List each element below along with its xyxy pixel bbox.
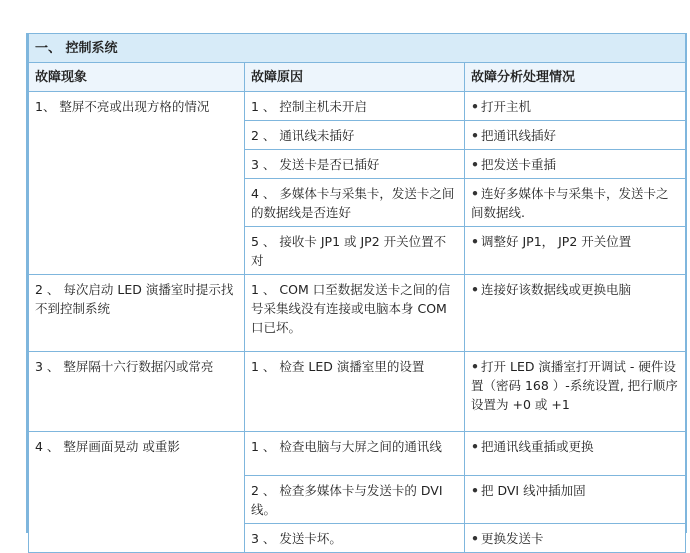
cause-cell: 3 、 发送卡坏。 <box>245 524 465 553</box>
bullet-icon <box>471 99 481 114</box>
handling-text: 把 DVI 线冲插加固 <box>481 483 586 498</box>
handling-text: 连好多媒体卡与采集卡，发送卡之间数据线. <box>471 186 669 220</box>
handling-cell <box>465 92 686 121</box>
cause-cell: 3 、 发送卡是否已插好 <box>245 150 465 179</box>
cause-cell: 2 、 通讯线未插好 <box>245 121 465 150</box>
cause-cell: 4 、 多媒体卡与采集卡，发送卡之间的数据线是否连好 <box>245 179 465 227</box>
handling-cell <box>465 524 686 553</box>
phenomenon-cell: 1、 整屏不亮或出现方格的情况 <box>29 92 245 275</box>
cause-cell: 1 、 控制主机未开启 <box>245 92 465 121</box>
phenomenon-cell: 2 、 每次启动 LED 演播室时提示找不到控制系统 <box>29 275 245 352</box>
handling-cell <box>465 275 686 352</box>
header-row <box>29 63 686 92</box>
handling-cell <box>465 227 686 275</box>
bullet-icon <box>471 439 481 454</box>
handling-text: 调整好 JP1， JP2 开关位置 <box>481 234 632 249</box>
fault-table <box>28 33 686 553</box>
handling-text: 打开 LED 演播室打开调试 - 硬件设置（密码 168 ）-系统设置, 把行顺序设置为 +0 或 +1 <box>471 359 678 412</box>
bullet-icon <box>471 186 481 201</box>
handling-cell <box>465 150 686 179</box>
bullet-icon <box>471 128 481 143</box>
table-row <box>29 352 686 432</box>
handling-text: 打开主机 <box>481 99 532 114</box>
handling-cell <box>465 352 686 432</box>
handling-text: 把发送卡重插 <box>481 157 557 172</box>
table-row <box>29 275 686 352</box>
bullet-icon <box>471 483 481 498</box>
handling-cell <box>465 179 686 227</box>
section-title: 一、 控制系统 <box>29 34 686 63</box>
bullet-icon <box>471 282 481 297</box>
cause-cell: 1 、 COM 口至数据发送卡之间的信号采集线没有连接或电脑本身 COM 口已坏。 <box>245 275 465 352</box>
handling-cell <box>465 432 686 476</box>
bullet-icon <box>471 234 481 249</box>
phenomenon-cell: 3 、 整屏隔十六行数据闪或常亮 <box>29 352 245 432</box>
cause-cell: 1 、 检查 LED 演播室里的设置 <box>245 352 465 432</box>
section-title-row <box>29 34 686 63</box>
handling-text: 连接好该数据线或更换电脑 <box>481 282 632 297</box>
cause-cell: 1 、 检查电脑与大屏之间的通讯线 <box>245 432 465 476</box>
bullet-icon <box>471 359 481 374</box>
handling-cell <box>465 121 686 150</box>
header-cause: 故障原因 <box>245 63 465 92</box>
table-row <box>29 432 686 476</box>
handling-text: 把通讯线插好 <box>481 128 557 143</box>
bullet-icon <box>471 157 481 172</box>
bullet-icon <box>471 531 481 546</box>
cause-cell: 2 、 检查多媒体卡与发送卡的 DVI 线。 <box>245 476 465 524</box>
handling-text: 更换发送卡 <box>481 531 544 546</box>
handling-text: 把通讯线重插或更换 <box>481 439 594 454</box>
table-row <box>29 92 686 121</box>
phenomenon-cell: 4 、 整屏画面晃动 或重影 <box>29 432 245 553</box>
header-phenomenon: 故障现象 <box>29 63 245 92</box>
handling-cell <box>465 476 686 524</box>
cause-cell: 5 、 接收卡 JP1 或 JP2 开关位置不对 <box>245 227 465 275</box>
header-handling: 故障分析处理情况 <box>465 63 686 92</box>
